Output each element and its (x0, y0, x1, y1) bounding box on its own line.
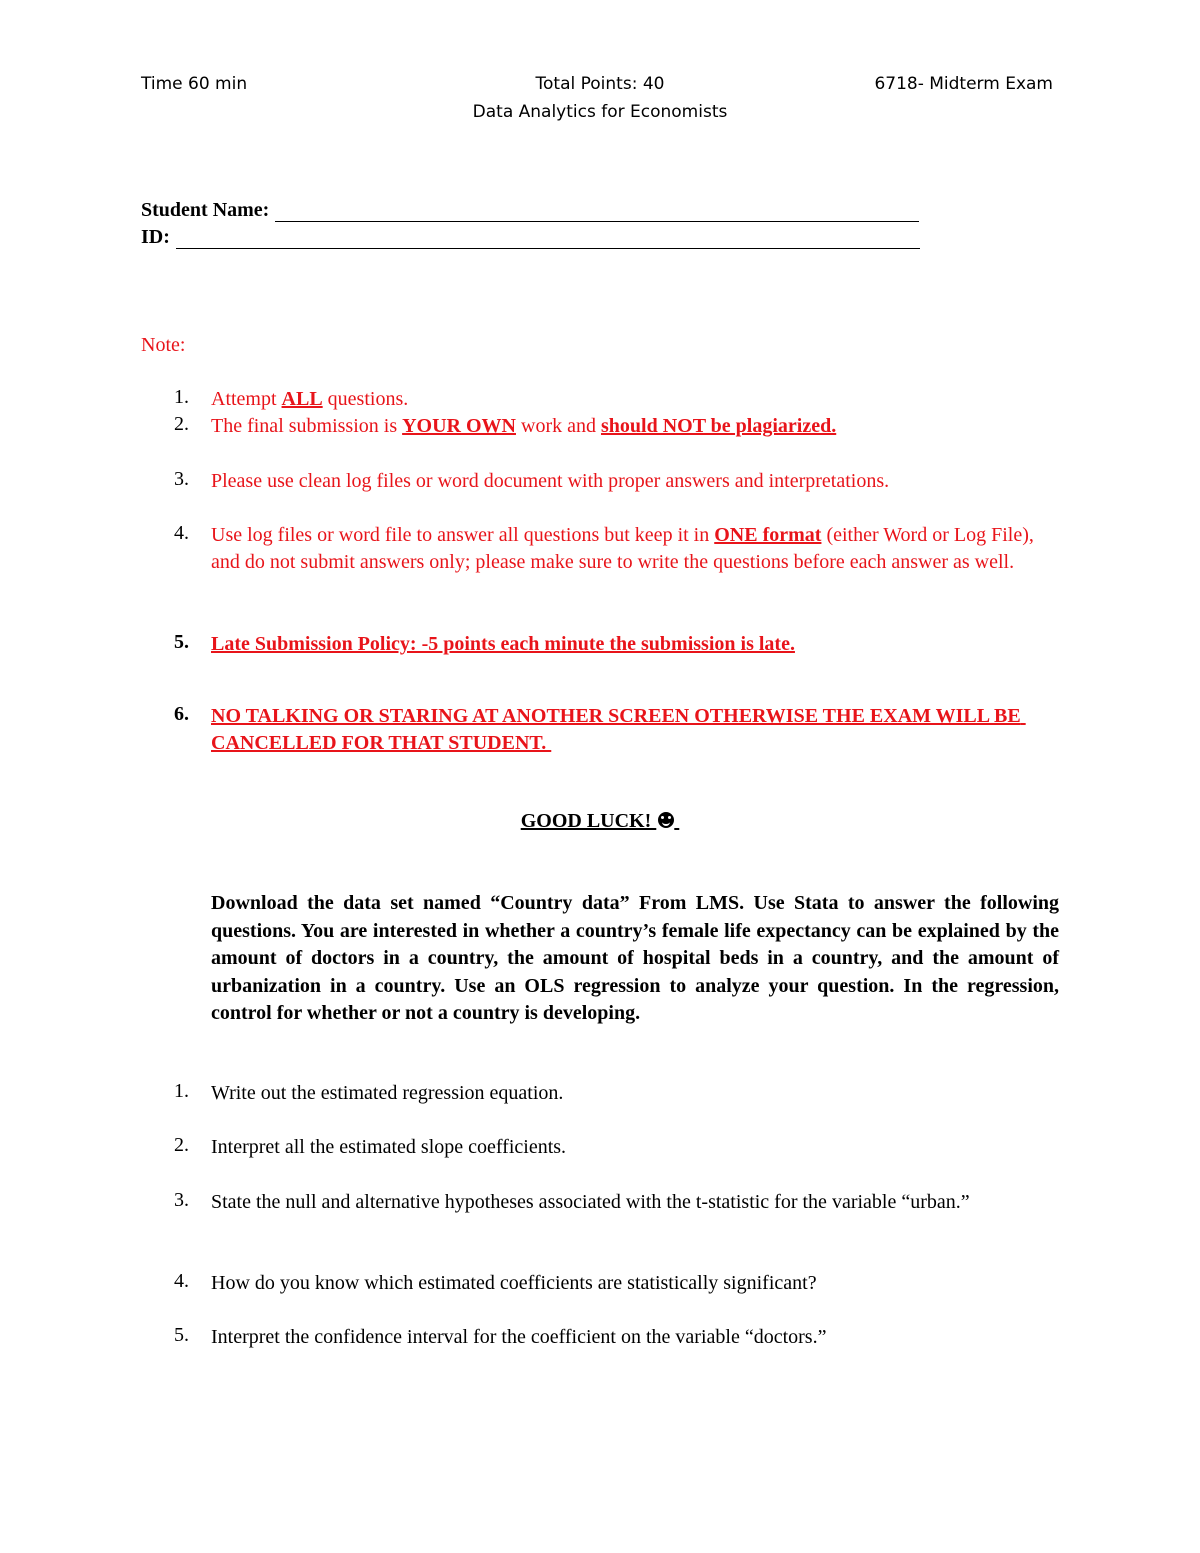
note-item-number: 2. (174, 413, 189, 435)
note-item-number: 6. (174, 703, 189, 725)
note-text: Use log files or word file to answer all questions but keep it in (211, 524, 715, 546)
student-name-label: Student Name: (141, 199, 270, 221)
question-number: 2. (174, 1134, 189, 1156)
exam-time: Time 60 min (141, 74, 248, 94)
instructions-paragraph: Download the data set named “Country data” From LMS. Use Stata to answer the following questions. You are interested in whether a country’s female life expectancy can be explained by the amount of doctors in a country, the amount of hospital beds in a country, and the amount of urbanization in a country. Use an OLS regression to analyze your question. In the regression, control for whether or not a country is developing. (211, 892, 1059, 1024)
exam-total-points: Total Points: 40 (535, 74, 665, 94)
note-label: Note: (141, 334, 186, 356)
good-luck (0, 810, 1200, 833)
note-item-2 (211, 413, 836, 440)
question-5: Interpret the confidence interval for the coefficient on the variable “doctors.” (211, 1326, 827, 1348)
question-number: 3. (174, 1189, 189, 1211)
note-item-number: 3. (174, 468, 189, 490)
student-id-blank[interactable] (176, 228, 920, 249)
note-item-number: 1. (174, 386, 189, 408)
question-number: 5. (174, 1324, 189, 1346)
student-id-label: ID: (141, 226, 170, 248)
note-item-3: Please use clean log files or word document with proper answers and interpretations. (211, 470, 890, 492)
question-3: State the null and alternative hypotheses associated with the t-statistic for the variable “urban.” (211, 1191, 970, 1213)
question-number: 1. (174, 1080, 189, 1102)
note-text: The final submission is (211, 415, 403, 437)
note-item-number: 4. (174, 522, 189, 544)
question-2: Interpret all the estimated slope coefficients. (211, 1136, 567, 1158)
smiley-icon (658, 812, 674, 828)
course-name: Data Analytics for Economists (472, 102, 728, 122)
note-text: Attempt (211, 388, 282, 410)
note-emphasis: should NOT be plagiarized. (600, 415, 837, 437)
note-item-number: 5. (174, 631, 189, 653)
exam-title: 6718- Midterm Exam (874, 74, 1053, 94)
student-id-field[interactable] (141, 226, 920, 249)
question-1: Write out the estimated regression equation. (211, 1082, 564, 1104)
late-policy: Late Submission Policy: -5 points each minute the submission is late. (211, 633, 795, 655)
note-emphasis: ONE format (714, 524, 822, 546)
note-text: (either Word or Log File), and do not submit answers only; please make sure to write the questions before each answer as well. (211, 524, 1034, 573)
question-4: How do you know which estimated coefficients are statistically significant? (211, 1272, 817, 1294)
note-emphasis: YOUR OWN (402, 415, 516, 437)
no-talking-warning: NO TALKING OR STARING AT ANOTHER SCREEN OTHERWISE THE EXAM WILL BE CANCELLED FOR THAT STUDENT. (211, 705, 1026, 754)
question-number: 4. (174, 1270, 189, 1292)
note-item-1 (211, 386, 408, 413)
good-luck-text: GOOD LUCK! (520, 810, 657, 832)
note-text: questions. (322, 388, 409, 410)
note-item-4 (211, 522, 1059, 576)
student-name-blank[interactable] (275, 201, 919, 222)
student-name-field[interactable] (141, 199, 919, 222)
note-text: work and (516, 415, 601, 437)
note-emphasis: ALL (281, 388, 323, 410)
